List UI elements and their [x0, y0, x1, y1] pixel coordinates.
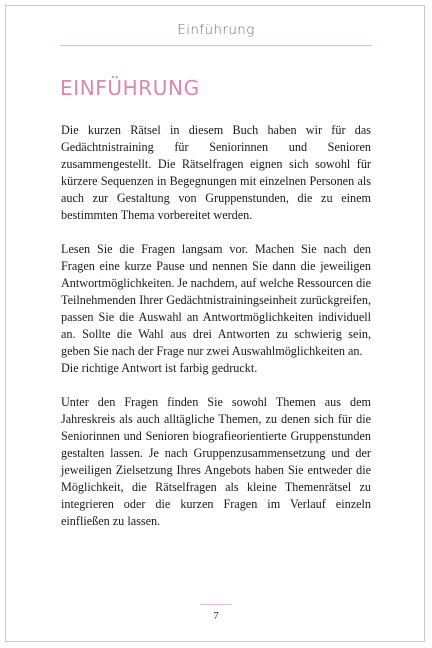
chapter-title: EINFÜHRUNG: [60, 76, 200, 100]
page-number: 7: [213, 610, 219, 622]
running-header: Einführung: [177, 22, 255, 38]
body-text: [61, 122, 371, 547]
footer-divider: [200, 604, 232, 605]
paragraph-instructions: Lesen Sie die Fragen langsam vor. Machen Sie nach den Fragen eine kurze Pause und nennen Sie dann die jeweiligen Antwortmöglichkeiten. Je nachdem, auf welche Ressourcen die Teilnehmenden Ihrer Gedächtnistrainingseinheit zurückgreifen, passen Sie die Auswahl an Antwortmöglichkeiten individuell an. Sollte die Wahl aus drei Antworten zu schwierig sein, geben Sie nach der Frage nur zwei Auswahlmöglichkeiten an.: [61, 242, 372, 358]
paragraph-topics: Unter den Fragen finden Sie sowohl Themen aus dem Jahreskreis als auch alltägliche Themen, zu denen sich für die Seniorinnen und Senioren biografieorientierte Gruppenstunden gestalten lassen. Je nach Gruppenzusammensetzung und der jeweiligen Zielsetzung Ihres Angebots haben Sie entweder die Möglichkeit, die Rätselfragen als kleine Themenrätsel zu integrieren oder die kurzen Fragen im Verlauf einzeln einfließen zu lassen.: [61, 395, 371, 528]
paragraph-answer-note: Die richtige Antwort ist farbig gedruckt.: [61, 361, 258, 375]
paragraph-intro: Die kurzen Rätsel in diesem Buch haben wir für das Gedächtnistraining für Seniorinnen und Senioren zusammengestellt. Die Rätselfragen eignen sich sowohl für kürzere Sequenzen in Begegnungen mit einzelnen Personen als auch zur Gestaltung von Gruppenstunden, die zu einem bestimmten Thema vorbereitet werden.: [61, 123, 371, 222]
header-divider: [60, 45, 372, 46]
